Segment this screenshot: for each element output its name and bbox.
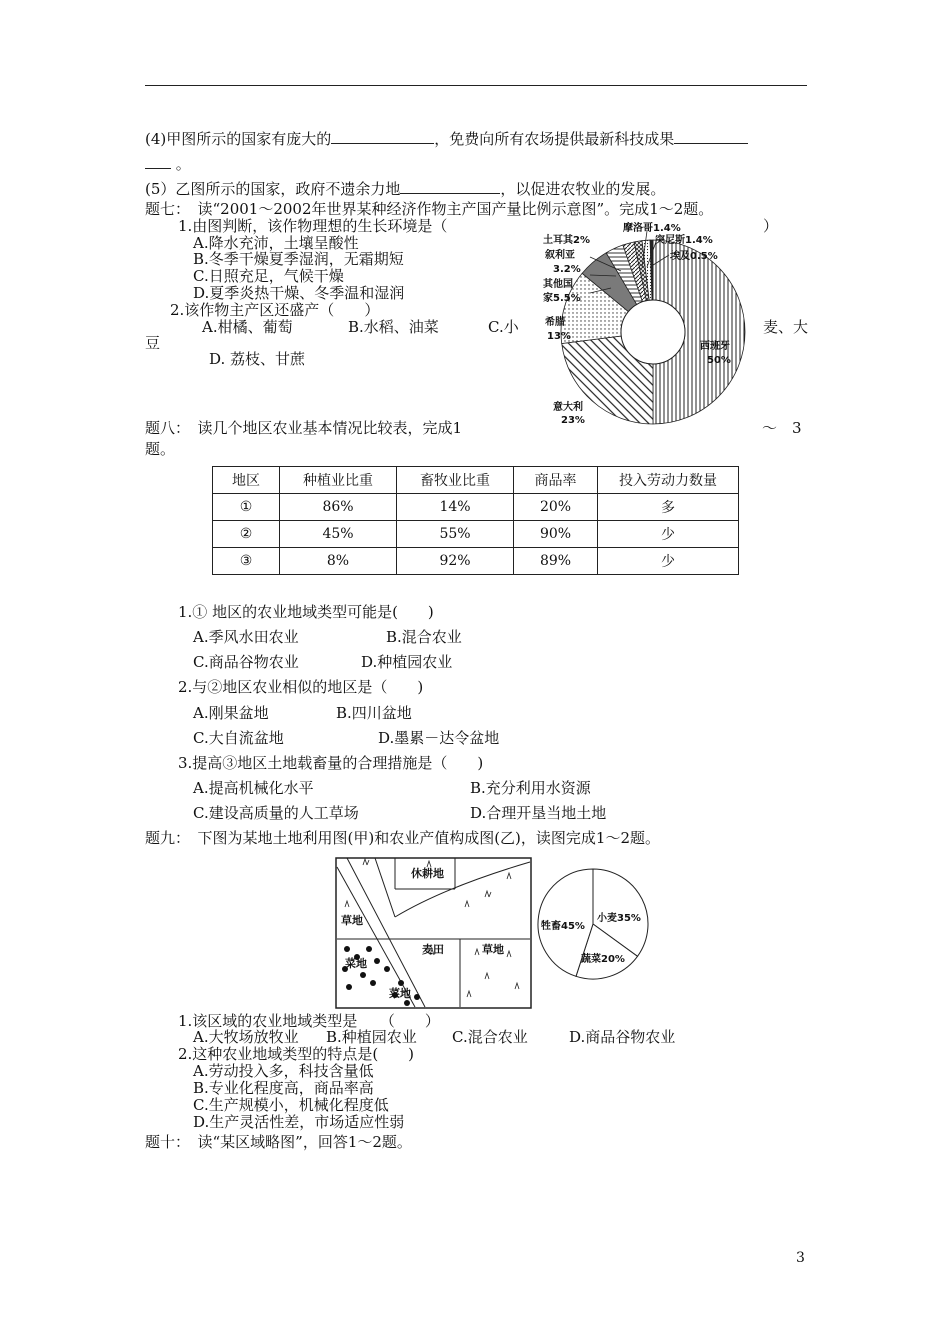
q9-q2-option-d: D.生产灵活性差，市场适应性弱 [193, 1113, 405, 1131]
q9-q1-option-a: A.大牧场放牧业 [193, 1028, 299, 1046]
q7-q2-stem: 2.该作物主产区还盛产（ ） [170, 301, 380, 319]
pie-label-livestock: 牲畜45% [541, 921, 585, 932]
q7-q1-option-d: D.夏季炎热干燥、冬季温和湿润 [193, 284, 405, 302]
q8-q3-stem: 3.提高③地区土地载畜量的合理措施是（ ) [178, 754, 484, 772]
q8-title: 题八： 读几个地区农业基本情况比较表，完成1 [145, 419, 463, 437]
land-use-map [335, 857, 532, 1009]
q6-item4: (4)甲图所示的国家有庞大的 ，免费向所有农场提供最新科技成果 [145, 129, 748, 148]
q10-title: 题十： 读“某区域略图”，回答1～2题。 [145, 1133, 412, 1151]
label-italy-1: 意大利 [553, 402, 583, 413]
label-spain-1: 西班牙 [700, 341, 730, 352]
label-egypt: 埃及0.5% [670, 251, 718, 262]
q7-q1-option-c: C.日照充足，气候干燥 [193, 267, 344, 285]
q9-q1-option-b: B.种植园农业 [326, 1028, 417, 1046]
pie-label-vegetables: 蔬菜20% [581, 954, 625, 965]
q7-q1-option-b: B.冬季干燥夏季湿润，无霜期短 [193, 250, 404, 268]
q8-q2-stem: 2.与②地区农业相似的地区是（ ) [178, 678, 424, 696]
table-row [213, 521, 739, 548]
page-number: 3 [796, 1250, 805, 1266]
q8-q2-option-a: A.刚果盆地 [193, 704, 269, 722]
q9-title: 题九： 下图为某地土地利用图(甲)和农业产值构成图(乙)，读图完成1～2题。 [145, 829, 660, 847]
map-label-veg-2: 菜地 [389, 987, 411, 1000]
production-donut-chart [535, 215, 785, 430]
q9-q2-option-c: C.生产规模小，机械化程度低 [193, 1096, 389, 1114]
table-cell: ③ [213, 548, 280, 575]
table-cell: ② [213, 521, 280, 548]
table-row [213, 494, 739, 521]
table-header: 投入劳动力数量 [598, 467, 739, 494]
q8-q3-option-b: B.充分利用水资源 [470, 779, 591, 797]
q7-q2-option-a: A.柑橘、葡萄 [202, 318, 293, 336]
map-label-grass-2: 草地 [482, 943, 504, 956]
label-turkey: 土耳其2% [543, 235, 590, 246]
q7-q1-stem: 1.由图判断，该作物理想的生长环境是（ [178, 217, 448, 235]
q8-q2-option-c: C.大自流盆地 [193, 729, 284, 747]
q8-q1-option-a: A.季风水田农业 [193, 628, 299, 646]
map-label-grass-1: 草地 [341, 914, 363, 927]
q7-q2-option-d: D. 荔枝、甘蔗 [209, 350, 306, 368]
q6-item5: (5）乙图所示的国家，政府不遗余力地 ，以促进农牧业的发展。 [145, 180, 666, 198]
table-cell: 少 [598, 548, 739, 575]
table-cell: 90% [514, 521, 598, 548]
q9-q2-stem: 2.这种农业地域类型的特点是( ) [178, 1045, 415, 1063]
q8-title-tilde: ～ 3 [762, 419, 802, 437]
q8-q3-option-a: A.提高机械化水平 [193, 779, 314, 797]
map-label-wheat: 麦田 [422, 943, 444, 956]
q7-q1-option-a: A.降水充沛，土壤呈酸性 [193, 234, 359, 252]
table-cell: 92% [397, 548, 514, 575]
label-greece-2: 13% [547, 331, 571, 342]
label-other-2: 家5.5% [543, 293, 581, 304]
donut-hole [621, 300, 685, 364]
q7-title: 题七： 读“2001～2002年世界某种经济作物主产国产量比例示意图”。完成1～2题。 [145, 200, 714, 218]
table-header: 地区 [213, 467, 280, 494]
label-italy-2: 23% [561, 415, 585, 426]
q8-q1-option-c: C.商品谷物农业 [193, 653, 299, 671]
table-cell: 45% [280, 521, 397, 548]
q8-title-wrap: 题。 [145, 440, 176, 458]
table-header: 畜牧业比重 [397, 467, 514, 494]
label-syria-2: 3.2% [553, 264, 581, 275]
table-cell: 86% [280, 494, 397, 521]
q6-item4-wrap: 。 [145, 154, 191, 173]
q8-q1-option-b: B.混合农业 [386, 628, 462, 646]
q8-q3-option-d: D.合理开垦当地土地 [470, 804, 607, 822]
q7-q1-close: ） [763, 217, 779, 235]
label-tunisia: 突尼斯1.4% [655, 235, 713, 246]
q8-q1-option-d: D.种植园农业 [361, 653, 453, 671]
q9-q1-option-c: C.混合农业 [452, 1028, 528, 1046]
label-greece-1: 希腊 [545, 317, 565, 328]
label-syria-1: 叙利亚 [545, 250, 575, 261]
table-header: 种植业比重 [280, 467, 397, 494]
q8-q3-option-c: C.建设高质量的人工草场 [193, 804, 359, 822]
q8-q1-stem: 1.① 地区的农业地域类型可能是( ) [178, 603, 434, 621]
q9-q1-option-d: D.商品谷物农业 [569, 1028, 676, 1046]
table-cell: ① [213, 494, 280, 521]
q7-q2-option-b: B.水稻、油菜 [348, 318, 439, 336]
map-label-veg-1: 菜地 [345, 957, 367, 970]
top-rule [145, 85, 807, 86]
output-composition-pie [535, 866, 651, 982]
table-cell: 8% [280, 548, 397, 575]
q9-q1-stem: 1.该区域的农业地域类型是 （ ） [178, 1012, 440, 1030]
q8-q2-option-b: B.四川盆地 [336, 704, 412, 722]
table-cell: 89% [514, 548, 598, 575]
table-row [213, 548, 739, 575]
q8-q2-option-d: D.墨累－达令盆地 [378, 729, 500, 747]
q9-q2-option-a: A.劳动投入多，科技含量低 [193, 1062, 374, 1080]
table-cell: 20% [514, 494, 598, 521]
q7-q2-option-c: C.小 [488, 318, 519, 336]
table-cell: 少 [598, 521, 739, 548]
table-cell: 14% [397, 494, 514, 521]
table-cell: 55% [397, 521, 514, 548]
pie-label-wheat: 小麦35% [597, 913, 641, 924]
map-label-fallow: 休耕地 [411, 867, 444, 880]
q7-q2-option-c-cont: 麦、大 [763, 318, 809, 336]
label-spain-2: 50% [707, 355, 731, 366]
agriculture-comparison-table [212, 466, 739, 575]
q7-q2-option-c-wrap: 豆 [145, 334, 161, 352]
table-header: 商品率 [514, 467, 598, 494]
label-morocco: 摩洛哥1.4% [623, 223, 681, 234]
q9-q2-option-b: B.专业化程度高，商品率高 [193, 1079, 374, 1097]
table-header-row [213, 467, 739, 494]
label-other-1: 其他国 [543, 279, 573, 290]
table-cell: 多 [598, 494, 739, 521]
